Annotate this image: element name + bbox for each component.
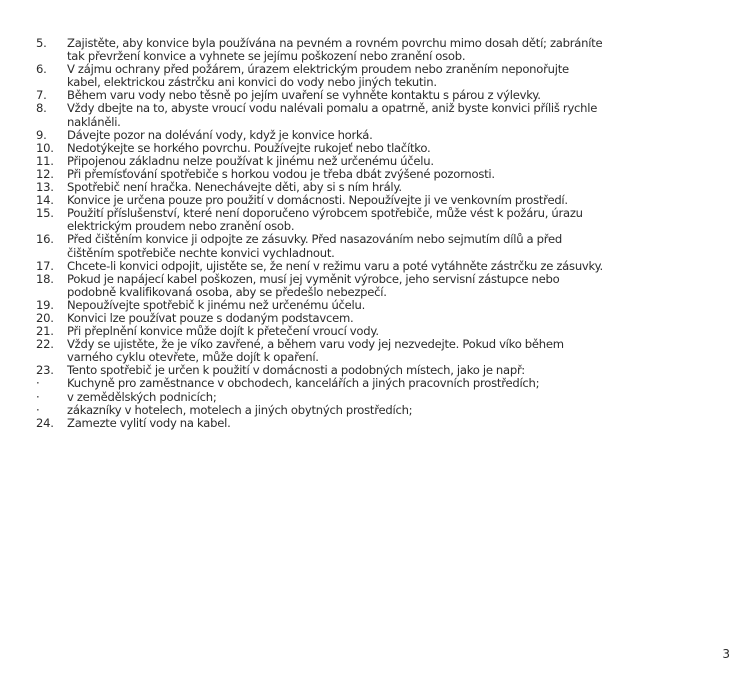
bullet-marker: ·: [36, 389, 40, 404]
bullet-list-item: [36, 391, 726, 404]
text-line: Použití příslušenství, které není doporučeno výrobcem spotřebiče, může vést k požáru, úrazu: [67, 206, 583, 221]
item-text: [67, 377, 726, 390]
text-line: Dávejte pozor na dolévání vody, když je konvice horká.: [67, 127, 373, 142]
item-text: [67, 299, 726, 312]
numbered-list-item: [36, 207, 726, 233]
text-line: Vždy dbejte na to, abyste vroucí vodu nalévali pomalu a opatrně, aniž byste konvici příliš rychle: [67, 101, 598, 116]
item-number: 22.: [36, 337, 54, 352]
text-line: Tento spotřebič je určen k použití v domácnosti a podobných místech, jako je např:: [67, 363, 525, 378]
text-line: Pokud je napájecí kabel poškozen, musí jej vyměnit výrobce, jeho servisní zástupce nebo: [67, 271, 560, 286]
page-number: 3: [722, 647, 730, 661]
safety-instructions-list: [36, 37, 726, 430]
item-number: 9.: [36, 127, 47, 142]
item-text: [67, 260, 726, 273]
text-line: Při přeplnění konvice může dojít k přetečení vroucí vody.: [67, 324, 379, 339]
text-line: Zajistěte, aby konvice byla používána na pevném a rovném povrchu mimo dosah dětí; zabráníte: [67, 36, 603, 50]
item-number: 5.: [36, 36, 47, 50]
item-number: 16.: [36, 232, 54, 247]
bullet-list-item: [36, 404, 726, 417]
item-number: 6.: [36, 62, 47, 77]
item-number: 17.: [36, 258, 54, 273]
text-line: Připojenou základnu nelze používat k jinému než určenému účelu.: [67, 153, 434, 168]
item-text: [67, 155, 726, 168]
text-line: Spotřebič není hračka. Nenechávejte děti, aby si s ním hrály.: [67, 180, 402, 195]
bullet-list-item: [36, 377, 726, 390]
numbered-list-item: [36, 299, 726, 312]
item-text: [67, 37, 726, 63]
numbered-list-item: [36, 37, 726, 63]
numbered-list-item: [36, 155, 726, 168]
item-number: 7.: [36, 88, 47, 103]
text-line: V zájmu ochrany před požárem, úrazem elektrickým proudem nebo zraněním neponořujte: [67, 62, 569, 77]
text-line: Nedotýkejte se horkého povrchu. Používejte rukojeť nebo tlačítko.: [67, 140, 431, 155]
text-line: Nepoužívejte spotřebič k jinému než určenému účelu.: [67, 297, 366, 312]
text-line: Před čištěním konvice ji odpojte ze zásuvky. Před nasazováním nebo sejmutím dílů a před: [67, 232, 563, 247]
item-number: 12.: [36, 166, 54, 181]
item-text: [67, 63, 726, 89]
text-line: Chcete-li konvici odpojit, ujistěte se, že není v režimu varu a poté vytáhněte zástrčku ze zásuvky.: [67, 258, 603, 273]
numbered-list-item: [36, 233, 726, 259]
text-line: Kuchyně pro zaměstnance v obchodech, kancelářích a jiných pracovních prostředích;: [67, 376, 540, 391]
text-line: zákazníky v hotelech, motelech a jiných obytných prostředích;: [67, 402, 413, 417]
text-line: varného cyklu otevřete, může dojít k opaření.: [67, 350, 319, 365]
item-text: [67, 102, 726, 128]
item-text: [67, 338, 726, 364]
text-line: Konvici lze používat pouze s dodaným podstavcem.: [67, 310, 354, 325]
item-number: 23.: [36, 363, 54, 378]
item-text: [67, 391, 726, 404]
numbered-list-item: [36, 273, 726, 299]
item-text: [67, 129, 726, 142]
item-text: [67, 142, 726, 155]
item-text: [67, 417, 726, 430]
item-text: [67, 233, 726, 259]
item-number: 14.: [36, 193, 54, 208]
item-number: 13.: [36, 180, 54, 195]
numbered-list-item: [36, 102, 726, 128]
text-line: tak převržení konvice a vyhnete se jejímu poškození nebo zranění osob.: [67, 49, 466, 64]
text-line: Vždy se ujistěte, že je víko zavřené, a během varu vody jej nezvedejte. Pokud víko během: [67, 337, 564, 352]
numbered-list-item: [36, 260, 726, 273]
item-number: 8.: [36, 101, 47, 116]
text-line: Během varu vody nebo těsně po jejím uvaření se vyhněte kontaktu s párou z výlevky.: [67, 88, 541, 103]
item-number: 15.: [36, 206, 54, 221]
item-number: 19.: [36, 297, 54, 312]
text-line: elektrickým proudem nebo zranění osob.: [67, 219, 295, 234]
item-text: [67, 404, 726, 417]
numbered-list-item: [36, 142, 726, 155]
numbered-list-item: [36, 129, 726, 142]
bullet-marker: ·: [36, 402, 40, 417]
text-line: Zamezte vylití vody na kabel.: [67, 415, 231, 430]
text-line: Při přemísťování spotřebiče s horkou vodou je třeba dbát zvýšené pozornosti.: [67, 166, 495, 181]
text-line: Konvice je určena pouze pro použití v domácnosti. Nepoužívejte ji ve venkovním prostředí.: [67, 193, 568, 208]
bullet-marker: ·: [36, 376, 40, 391]
numbered-list-item: [36, 417, 726, 430]
numbered-list-item: [36, 63, 726, 89]
item-text: [67, 207, 726, 233]
item-number: 20.: [36, 310, 54, 325]
item-text: [67, 273, 726, 299]
text-line: podobně kvalifikovaná osoba, aby se předešlo nebezpečí.: [67, 284, 387, 299]
item-number: 21.: [36, 324, 54, 339]
item-number: 24.: [36, 415, 54, 430]
item-number: 11.: [36, 153, 54, 168]
item-number: 18.: [36, 271, 54, 286]
numbered-list-item: [36, 338, 726, 364]
text-line: čištěním spotřebiče nechte konvici vychladnout.: [67, 245, 335, 260]
text-line: kabel, elektrickou zástrčku ani konvici do vody nebo jiných tekutin.: [67, 75, 437, 90]
item-number: 10.: [36, 140, 54, 155]
text-line: nakláněli.: [67, 114, 121, 129]
text-line: v zemědělských podnicích;: [67, 389, 217, 404]
